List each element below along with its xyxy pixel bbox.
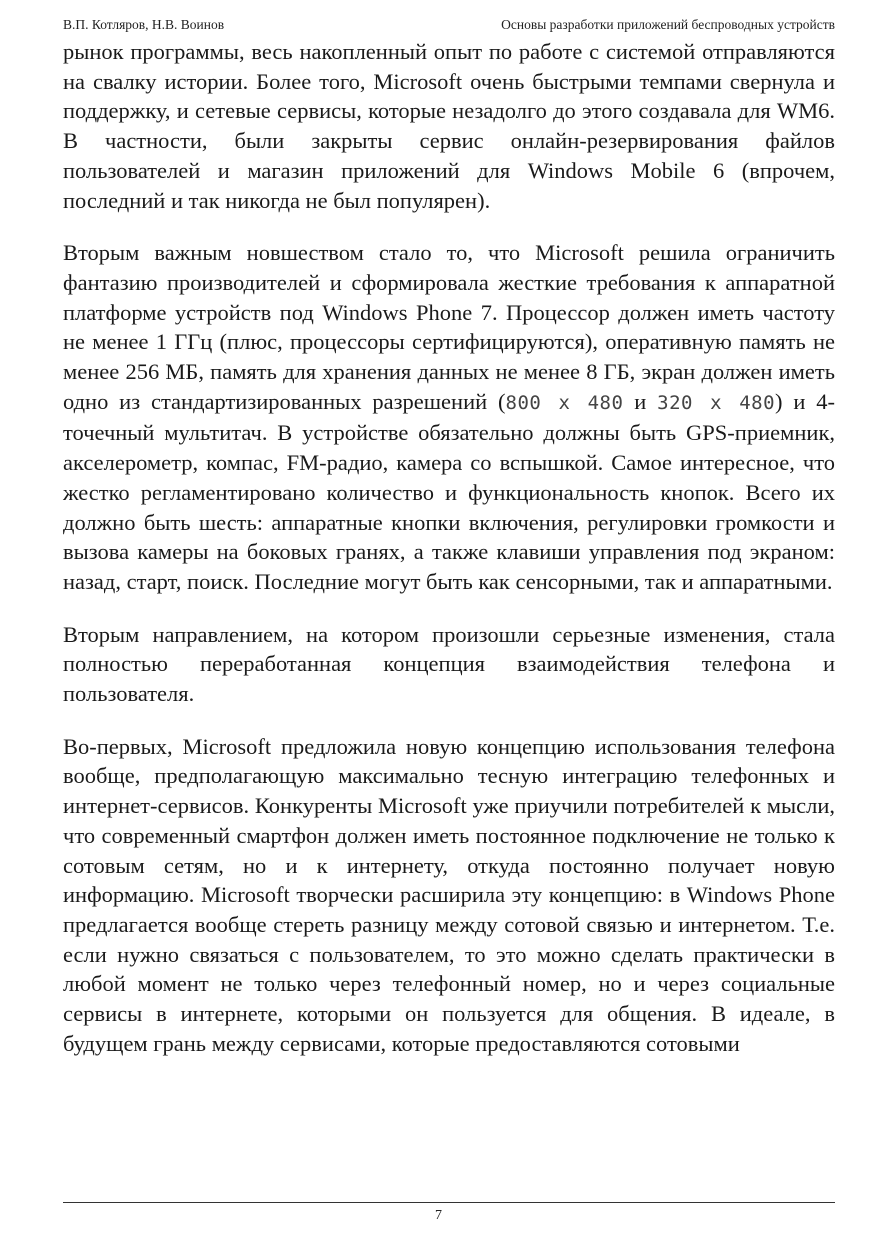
page-header: [63, 16, 835, 34]
paragraph-2-conjunction: и: [623, 388, 658, 414]
header-book-title: Основы разработки приложений беспроводных устройств: [501, 17, 835, 32]
paragraph-4: Во-первых, Microsoft предложила новую концепцию использования телефона вообще, предполагающую максимально тесную интеграцию телефонных и интернет-сервисов. Конкуренты Microsoft уже приучили потребителей к мысли, что современный смартфон должен иметь постоянное подключение не только к сотовым сетям, но и к интернету, откуда постоянно получает новую информацию. Microsoft творчески расширила эту концепцию: в Windows Phone предлагается вообще стереть разницу между сотовой связью и интернетом. Т.е. если нужно связаться с пользователем, то это можно сделать практически в любой момент не только через телефонный номер, но и через социальные сервисы в интернете, которыми он пользуется для общения. В идеале, в будущем грань между сервисами, которые предоставляются сотовыми: [63, 733, 835, 1056]
paragraph-2: [63, 238, 835, 596]
page-number: 7: [435, 1208, 442, 1223]
paragraph-3: Вторым направлением, на котором произошли серьезные изменения, стала полностью переработанная концепция взаимодействия телефона и пользователя.: [63, 621, 835, 707]
paragraph-1: рынок программы, весь накопленный опыт по работе с системой отправляются на свалку истории. Более того, Microsoft очень быстрыми темпами свернула и поддержку, и сетевые сервисы, которые незадолго до этого создавала для WM6. В частности, были закрыты сервис онлайн-резервирования файлов пользователей и магазин приложений для Windows Mobile 6 (впрочем, последний и так никогда не был популярен).: [63, 39, 835, 213]
paragraph-2-text-end: ) и 4-точечный мультитач. В устройстве обязательно должны быть GPS-приемник, акселерометр, компас, FM-радио, камера со вспышкой. Самое интересное, что жестко регламентировано количество и функциональность кнопок. Всего их должно быть шесть: аппаратные кнопки включения, регулировки громкости и вызова камеры на боковых гранях, а также клавиши управления под экраном: назад, старт, поиск. Последние могут быть как сенсорными, так и аппаратными.: [63, 388, 835, 594]
body-text: [63, 37, 835, 1059]
resolution-320x480: 320 x 480: [657, 391, 776, 414]
paragraph-2-text-start: Вторым важным новшеством стало то, что Microsoft решила ограничить фантазию производителей и сформировала жесткие требования к аппаратной платформе устройств под Windows Phone 7. Процессор должен иметь частоту не менее 1 ГГц (плюс, процессоры сертифицируются), оперативную память не менее 256 МБ, память для хранения данных не менее 8 ГБ, экран должен иметь одно из стандартизированных разрешений (: [63, 240, 835, 414]
resolution-800x480: 800 x 480: [505, 391, 624, 414]
footer-divider: [63, 1202, 835, 1203]
header-authors: В.П. Котляров, Н.В. Воинов: [63, 17, 225, 32]
